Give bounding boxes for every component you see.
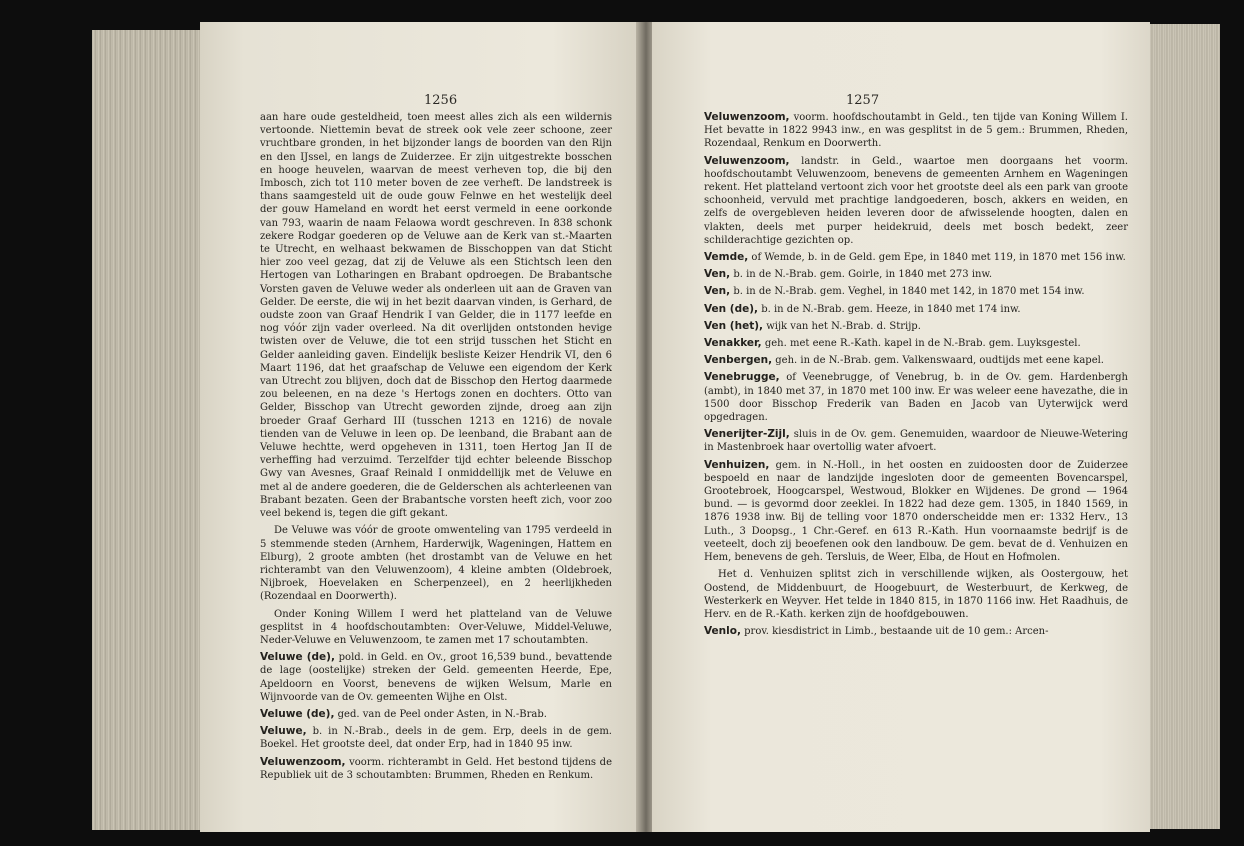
entry-headword: Veluwenzoom,	[704, 154, 790, 167]
dictionary-entry	[704, 285, 1128, 298]
entry-headword: Veluwenzoom,	[704, 111, 790, 123]
dictionary-entry	[704, 428, 1128, 454]
entry-text: ged. van de Peel onder Asten, in N.-Brab.	[334, 708, 547, 720]
entry-text: of Wemde, b. in de Geld. gem Epe, in 1840 met 119, in 1870 met 156 inw.	[748, 252, 1126, 264]
dictionary-entry	[704, 625, 1128, 638]
entry-headword: Veluwe,	[260, 725, 307, 738]
dictionary-entry	[704, 354, 1128, 367]
entry-text: wijk van het N.-Brab. d. Strijp.	[763, 320, 921, 332]
left-page-text	[260, 111, 612, 786]
text-paragraph: aan hare oude gesteldheid, toen meest alles zich als een wildernis vertoonde. Niettemin bevat de streek ook vele zeer schoone, zeer vruchtbare gronden, in het bijzonder langs de boorden van den Rijn en den IJssel, en langs de Zuiderzee. Er zijn uitgestrekte bosschen en hooge heuvelen, waarvan de meest verheven top, die bij den Imbosch, zich tot 110 meter boven de zee verheft. De landstreek is thans saamgesteld uit de oude gouw Felnwe en het westelijk deel der gouw Hameland en wordt het eerst vermeld in eene oorkonde van 793, waarin de naam Felaowa wordt geschreven. In 838 schonk zekere Rodgar goederen op de Veluwe aan de Kerk van st.-Maarten te Utrecht, en welhaast bekwamen de Bisschoppen van dat Sticht hier zoo veel gezag, dat zij de Veluwe als een Stichtsch leen den Hertogen van Lotharingen en Brabant opdroegen. De Brabantsche Vorsten gaven de Veluwe weder als onderleen uit aan de Graven van Gelder. De eerste, die wij in het bezit daarvan vinden, is Gerhard, de oudste zoon van Graaf Hendrik I van Gelder, die in 1177 leefde en nog vóór zijn vader overleed. Na dit overlijden ontstonden hevige twisten over de Veluwe, die tot een strijd tusschen het Sticht en Gelder aanleiding gaven. Eindelijk besliste Keizer Hendrik VI, den 6 Maart 1196, dat het graafschap de Veluwe een eigendom der Kerk van Utrecht zou blijven, doch dat de Bisschop den Hertog daarmede zou beleenen, en na deze 's Hertogs zonen en dochters. Otto van Gelder, Bisschop van Utrecht geworden zijnde, droeg aan zijn broeder Graaf Gerhard III (tusschen 1213 en 1216) de novale tienden van de Veluwe in leen op. De leenband, die Brabant aan de Veluwe hechtte, werd opgeheven in 1311, toen Hertog Jan II de verheffing had verzuimd. Terzelfder tijd echter beleende Bisschop Gwy van Avesnes, Graaf Reinald I onmiddellijk met de Veluwe en met al de andere goederen, die de Gelderschen als achterleenen van Brabant bezaten. Geen der Brabantsche vorsten heeft zich, voor zoo veel bekend is, tegen die gift gekant.	[260, 112, 612, 520]
dictionary-entry	[704, 268, 1128, 281]
text-paragraph: Het d. Venhuizen splitst zich in verschillende wijken, als Oostergouw, het Oostend, de Middenbuurt, de Hoogebuurt, de Westerbuurt, de Kerkweg, de Westerkerk en Weyver. Het telde in 1840 815, in 1870 1166 inw. Het Raadhuis, de Herv. en de R.-Kath. kerken zijn de hoofdgebouwen.	[704, 569, 1128, 620]
entry-headword: Venhuizen,	[704, 458, 770, 471]
entry-text: geh. met eene R.-Kath. kapel in de N.-Brab. gem. Luyksgestel.	[761, 338, 1081, 350]
dictionary-entry	[704, 303, 1128, 316]
entry-headword: Venakker,	[704, 337, 762, 350]
dictionary-entry	[260, 651, 612, 704]
dictionary-entry	[260, 756, 612, 782]
dictionary-entry	[704, 111, 1128, 151]
entry-headword: Venlo,	[704, 625, 741, 638]
dictionary-entry	[704, 251, 1128, 264]
entry-text: b. in N.-Brab., deels in de gem. Erp, deels in de gem. Boekel. Het grootste deel, dat onder Erp, had in 1840 95 inw.	[260, 726, 612, 751]
right-page-edges	[1150, 24, 1220, 829]
entry-headword: Venbergen,	[704, 354, 773, 367]
entry-text: landstr. in Geld., waartoe men doorgaans het voorm. hoofdschoutambt Veluwenzoom, benevens de gemeenten Arnhem en Wageningen rekent. Het platteland vertoont zich voor het grootste deel als een park van groote schoonheid, vervuld met prachtige landgoederen, bosch, akkers en weiden, en zelfs de overgebleven heiden leveren door de afwisselende hoogten, dalen en vlakten, deels met purper heidekruid, deels met bosch bedekt, zeer schilderachtige gezichten op.	[704, 155, 1128, 246]
entry-text: sluis in de Ov. gem. Genemuiden, waardoor de Nieuwe-Wetering in Mastenbroek haar overtollig water afvoert.	[704, 429, 1128, 454]
entry-headword: Venerijter-Zijl,	[704, 428, 790, 441]
entry-text: pold. in Geld. en Ov., groot 16,539 bund., bevattende de lage (oostelijke) streken der Geld. gemeenten Heerde, Epe, Apeldoorn en Voorst, benevens de wijken Welsum, Marle en Wijnvoorde van de Ov. gemeenten Wijhe en Olst.	[260, 652, 612, 703]
dictionary-entry	[704, 155, 1128, 247]
entry-headword: Vemde,	[704, 251, 749, 264]
entry-text: voorm. hoofdschoutambt in Geld., ten tijde van Koning Willem I. Het bevatte in 1822 9943 inw., en was gesplitst in de 5 gem.: Brummen, Rheden, Rozendaal, Renkum en Doorwerth.	[704, 112, 1128, 150]
dictionary-entry	[704, 371, 1128, 424]
left-page-edges	[92, 30, 202, 830]
entry-headword: Venebrugge,	[704, 371, 780, 384]
entry-headword: Ven (het),	[704, 319, 764, 332]
right-page-number: 1257	[846, 93, 880, 108]
text-paragraph: Onder Koning Willem I werd het platteland van de Veluwe gesplitst in 4 hoofdschoutambten: Over-Veluwe, Middel-Veluwe, Neder-Veluwe en Veluwenzoom, te zamen met 17 schoutambten.	[260, 608, 612, 646]
dictionary-entry	[260, 708, 612, 721]
dictionary-entry	[704, 320, 1128, 333]
dictionary-entry	[704, 459, 1128, 565]
dictionary-entry	[704, 337, 1128, 350]
entry-text: gem. in N.-Holl., in het oosten en zuidoosten door de Zuiderzee bespoeld en naar de landzijde ingesloten door de gemeenten Bovencarspel, Grootebroek, Hoogcarspel, Westwoud, Blokker en Wijdenes. De grond — 1964 bund. — is gevormd door zeeklei. In 1822 had deze gem. 1305, in 1840 1569, in 1876 1938 inw. Bij de telling voor 1870 onderscheidde men er: 1332 Herv., 13 Luth., 3 Doopsg., 1 Chr.-Geref. en 613 R.-Kath. Hun voornaamste bedrijf is de veeteelt, doch zij beoefenen ook den landbouw. De gem. bevat de d. Venhuizen en Hem, benevens de geh. Tersluis, de Weer, Elba, de Hout en Hofmolen.	[704, 459, 1128, 564]
entry-text: b. in de N.-Brab. gem. Veghel, in 1840 met 142, in 1870 met 154 inw.	[730, 286, 1085, 298]
entry-headword: Veluwenzoom,	[260, 755, 346, 768]
dictionary-entry	[260, 725, 612, 751]
text-paragraph: De Veluwe was vóór de groote omwenteling van 1795 verdeeld in 5 stemmende steden (Arnhem, Harderwijk, Wageningen, Hattem en Elburg), 2 groote ambten (het drostambt van de Veluwe en het richterambt van den Veluwenzoom), 4 kleine ambten (Oldebroek, Nijbroek, Hoevelaken en Scherpenzeel), en 2 heerlijkheden (Rozendaal en Doorwerth).	[260, 525, 612, 603]
entry-text: b. in de N.-Brab. gem. Goirle, in 1840 met 273 inw.	[730, 269, 993, 281]
entry-text: voorm. richterambt in Geld. Het bestond tijdens de Republiek uit de 3 schoutambten: Brummen, Rheden en Renkum.	[260, 756, 612, 781]
entry-headword: Veluwe (de),	[260, 707, 335, 720]
entry-headword: Ven,	[704, 285, 731, 298]
entry-headword: Veluwe (de),	[260, 651, 335, 664]
entry-text: b. in de N.-Brab. gem. Heeze, in 1840 met 174 inw.	[758, 303, 1021, 315]
entry-text: prov. kiesdistrict in Limb., bestaande uit de 10 gem.: Arcen-	[740, 626, 1049, 638]
entry-headword: Ven (de),	[704, 302, 759, 315]
entry-text: geh. in de N.-Brab. gem. Valkenswaard, oudtijds met eene kapel.	[772, 355, 1104, 367]
entry-text: of Veenebrugge, of Venebrug, b. in de Ov. gem. Hardenbergh (ambt), in 1840 met 37, in 1870 met 100 inw. Er was weleer eene havezathe, die in 1500 door Bisschop Frederik van Baden en Jacob van Uyterwijck werd opgedragen.	[704, 372, 1128, 424]
entry-headword: Ven,	[704, 268, 731, 281]
left-page-number: 1256	[424, 93, 458, 108]
right-page-text	[704, 111, 1128, 642]
